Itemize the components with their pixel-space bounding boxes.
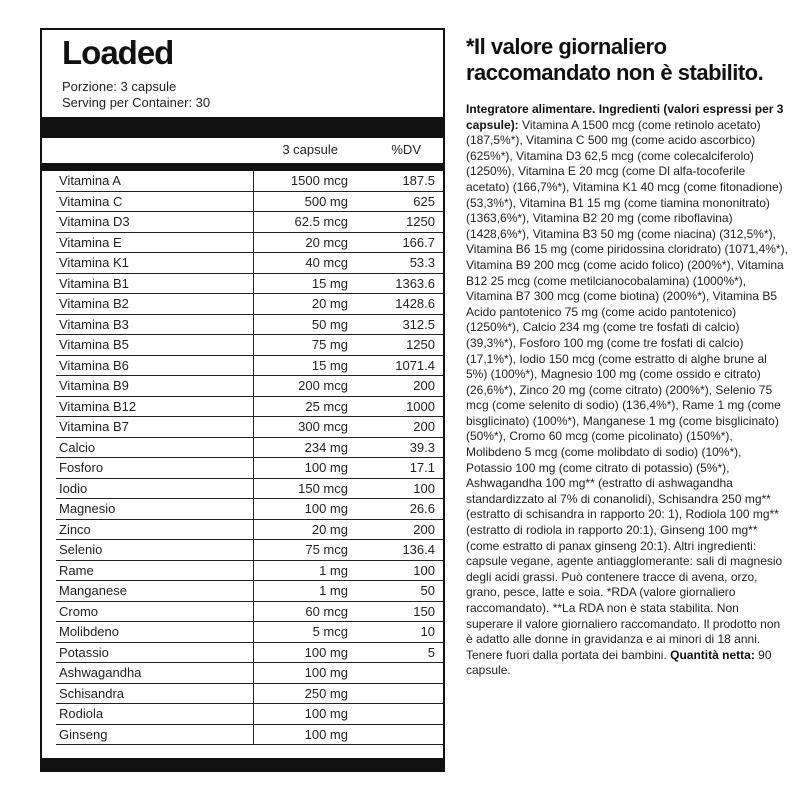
nutrient-name: Selenio [59,542,103,557]
nutrient-dv: 200 [413,521,435,537]
bottom-divider [42,758,443,770]
table-row [56,253,443,274]
nutrient-dv: 5 [427,644,435,660]
quantity-label: Quantità netta: [670,647,755,662]
medium-divider [42,163,443,171]
nutrient-amount: 100 mg [304,460,348,475]
nutrient-amount: 60 mcg [305,603,348,619]
nutrient-table [56,171,443,745]
nutrient-amount: 100 mg [304,706,348,721]
column-divider [253,499,254,519]
nutrient-dv: 1071.4 [395,357,435,373]
table-row [56,335,443,356]
column-divider [253,233,254,253]
column-divider [253,581,254,601]
column-divider [253,479,254,499]
column-divider [253,397,254,417]
column-divider [253,356,254,376]
nutrient-amount: 40 mcg [305,255,348,270]
nutrient-amount: 20 mg [311,296,348,311]
nutrient-name: Magnesio [59,501,116,516]
column-divider [253,684,254,704]
table-row [56,704,443,725]
nutrient-dv: 136.4 [402,542,435,557]
column-divider [253,622,254,642]
table-row [56,417,443,438]
column-divider [253,725,254,745]
nutrition-facts-panel [40,28,445,772]
ingredients-text: Vitamina A 1500 mcg (come retinolo acetato) (187,5%*), Vitamina C 500 mg (come acido ascorbico) (625%*), Vitamina D3 62,5 mcg (come colecalciferolo) (1250%), Vitamina E 20 mcg (come Dl alfa-tocoferile acetato) (166,7%*), Vitamina K1 40 mcg (come fitonadione) (53,3%*), Vitamina B1 15 mg (come tiamina mononitrato) (1363,6%*), Vitamina B2 20 mg (come riboflavina) (1428,6%*), Vitamina B3 50 mg (come niacina) (312,5%*), Vitamina B6 15 mg (come piridossina cloridrato) (1071,4%*), Vitamina B9 200 mcg (come acido folico) (200%*), Vitamina B12 25 mcg (come metilcianocobalamina) (1000%*), Vitamina B7 300 mcg (come biotina) (200%*), Vitamina B5 Acido pantotenico 75 mg (come acido pantotenico) (1250%*), Calcio 234 mg (come tre fosfati di calcio) (39,3%*), Fosforo 100 mg (come tre fosfati di calcio) (17,1%*), Iodio 150 mcg (come estratto di alghe brune al 5%) (100%*), Magnesio 100 mg (come ossido e citrato) (26,6%*), Zinco 20 mg (come citrato) (200%*), Selenio 75 mcg (come selenito di sodio) (136,4%*), Rame 1 mg (come bisglicinato) (100%*), Manganese 1 mg (come bisglicinato) (50%*), Cromo 60 mcg (come picolinato) (150%*), Molibdeno 5 mcg (come molibdato di sodio) (10%*), Potassio 100 mg (come citrato di potassio) (5%*), Ashwagandha 100 mg** (estratto di ashwagandha standardizzato al 7% di conanolidi), Schisandra 250 mg** (estratto di schisandra in rapporto 20: 1), Rodiola 100 mg** (estratto di rodiola in rapporto 20:1), Ginseng 100 mg** (come estratto di panax ginseng 20:1). Altri ingredienti: capsule vegane, agente antiagglomerante: sali di magnesio degli acidi grassi. Può contenere tracce di avena, orzo, grano, pesce, latte e soia. *RDA (valore giornaliero raccomandato). **La RDA non è stata stabilita. Non superare il valore giornaliero raccomandato. Il prodotto non è adatto alle donne in gravidanza e ai minori di 18 anni. Tenere fuori dalla portata dei bambini. [466,117,788,662]
column-divider [253,274,254,294]
table-row [56,479,443,500]
ingredients-paragraph [466,102,788,679]
table-row [56,561,443,582]
table-row [56,233,443,254]
table-column-header [42,138,443,163]
nutrient-amount: 75 mcg [305,542,348,557]
nutrient-dv: 200 [413,419,435,434]
nutrient-amount: 100 mg [304,501,348,516]
nutrient-name: Potassio [59,644,109,660]
nutrient-amount: 200 mcg [298,378,348,393]
column-divider [253,458,254,478]
nutrient-name: Ginseng [59,726,108,742]
table-row [56,458,443,479]
table-row [56,684,443,705]
column-divider [253,438,254,458]
nutrient-name: Calcio [59,439,96,455]
column-divider [253,540,254,560]
table-row [56,622,443,643]
thick-divider [42,117,443,138]
nutrient-name: Molibdeno [59,624,119,639]
table-row [56,725,443,746]
nutrient-dv: 1428.6 [395,296,435,311]
nutrient-name: Vitamina D3 [59,214,130,229]
nutrient-amount: 50 mg [311,316,348,332]
servings-per-container: Serving per Container: 30 [62,95,211,110]
nutrient-name: Vitamina B1 [59,275,129,291]
nutrient-amount: 20 mcg [305,234,348,250]
nutrient-name: Vitamina A [59,173,121,188]
nutrient-amount: 15 mg [311,275,348,291]
nutrient-name: Cromo [59,603,99,619]
nutrient-dv: 187.5 [402,173,435,188]
nutrient-name: Vitamina B2 [59,296,129,311]
column-divider [253,561,254,581]
column-divider [253,171,254,191]
column-divider [253,315,254,335]
nutrient-name: Vitamina B5 [59,337,129,352]
column-divider [253,417,254,437]
nutrient-dv: 625 [413,193,435,209]
product-title: Loaded [62,34,174,71]
nutrient-name: Vitamina B3 [59,316,129,332]
column-divider [253,704,254,724]
nutrient-amount: 150 mcg [298,480,348,496]
nutrient-name: Vitamina K1 [59,255,129,270]
column-amount-header: 3 capsule [282,142,338,157]
nutrient-dv: 1250 [406,337,435,352]
nutrient-amount: 100 mg [304,726,348,742]
nutrient-name: Zinco [59,521,91,537]
table-row [56,663,443,684]
table-row [56,356,443,377]
table-row [56,643,443,664]
table-row [56,540,443,561]
nutrient-amount: 100 mg [304,644,348,660]
column-divider [253,602,254,622]
table-row [56,397,443,418]
nutrient-name: Vitamina B12 [59,398,137,414]
nutrient-name: Rodiola [59,706,104,721]
nutrient-amount: 1500 mcg [290,173,348,188]
nutrient-name: Schisandra [59,685,125,701]
nutrient-name: Manganese [59,583,127,598]
nutrient-dv: 1363.6 [395,275,435,291]
table-row [56,602,443,623]
column-divider [253,643,254,663]
nutrient-dv: 26.6 [409,501,435,516]
nutrient-dv: 150 [413,603,435,619]
column-divider [253,663,254,683]
rda-note-title: *Il valore giornaliero raccomandato non è stabilito. [466,34,764,85]
nutrient-dv: 39.3 [409,439,435,455]
nutrient-name: Iodio [59,480,88,496]
nutrient-dv: 10 [420,624,435,639]
column-divider [253,520,254,540]
nutrient-dv: 50 [420,583,435,598]
column-divider [253,212,254,232]
nutrient-amount: 15 mg [311,357,348,373]
table-row [56,212,443,233]
nutrient-dv: 100 [413,562,435,578]
nutrient-dv: 100 [413,480,435,496]
nutrient-name: Rame [59,562,94,578]
nutrient-dv: 17.1 [409,460,435,475]
nutrient-dv: 166.7 [402,234,435,250]
quantity-value: 90 capsule. [466,647,772,678]
nutrient-name: Vitamina B7 [59,419,129,434]
table-row [56,376,443,397]
nutrient-amount: 250 mg [304,685,348,701]
table-row [56,499,443,520]
table-row [56,520,443,541]
nutrient-name: Ashwagandha [59,665,142,680]
nutrient-amount: 234 mg [304,439,348,455]
column-divider [253,335,254,355]
column-divider [253,192,254,212]
table-row [56,581,443,602]
nutrient-name: Vitamina C [59,193,123,209]
serving-info [62,79,210,111]
nutrient-dv: 1000 [406,398,435,414]
table-row [56,274,443,295]
column-divider [253,294,254,314]
nutrient-name: Vitamina E [59,234,122,250]
nutrient-name: Vitamina B9 [59,378,129,393]
nutrient-amount: 20 mg [311,521,348,537]
nutrient-amount: 300 mcg [298,419,348,434]
table-row [56,294,443,315]
nutrient-amount: 100 mg [304,665,348,680]
nutrient-amount: 25 mcg [305,398,348,414]
serving-size: Porzione: 3 capsule [62,79,177,94]
ingredients-heading: Integratore alimentare. Ingredienti (valori espressi per 3 capsule): [466,102,784,132]
nutrient-amount: 5 mcg [312,624,348,639]
table-row [56,315,443,336]
column-divider [253,253,254,273]
nutrient-dv: 1250 [406,214,435,229]
nutrient-amount: 500 mg [304,193,348,209]
column-dv-header: %DV [391,142,421,157]
table-row [56,438,443,459]
column-divider [253,376,254,396]
nutrient-name: Vitamina B6 [59,357,129,373]
nutrient-dv: 312.5 [402,316,435,332]
nutrient-amount: 1 mg [319,583,348,598]
nutrient-amount: 1 mg [319,562,348,578]
nutrient-amount: 62.5 mcg [294,214,348,229]
table-row [56,192,443,213]
nutrient-amount: 75 mg [311,337,348,352]
table-row [56,171,443,192]
nutrient-dv: 53.3 [409,255,435,270]
nutrient-dv: 200 [413,378,435,393]
nutrient-name: Fosforo [59,460,104,475]
